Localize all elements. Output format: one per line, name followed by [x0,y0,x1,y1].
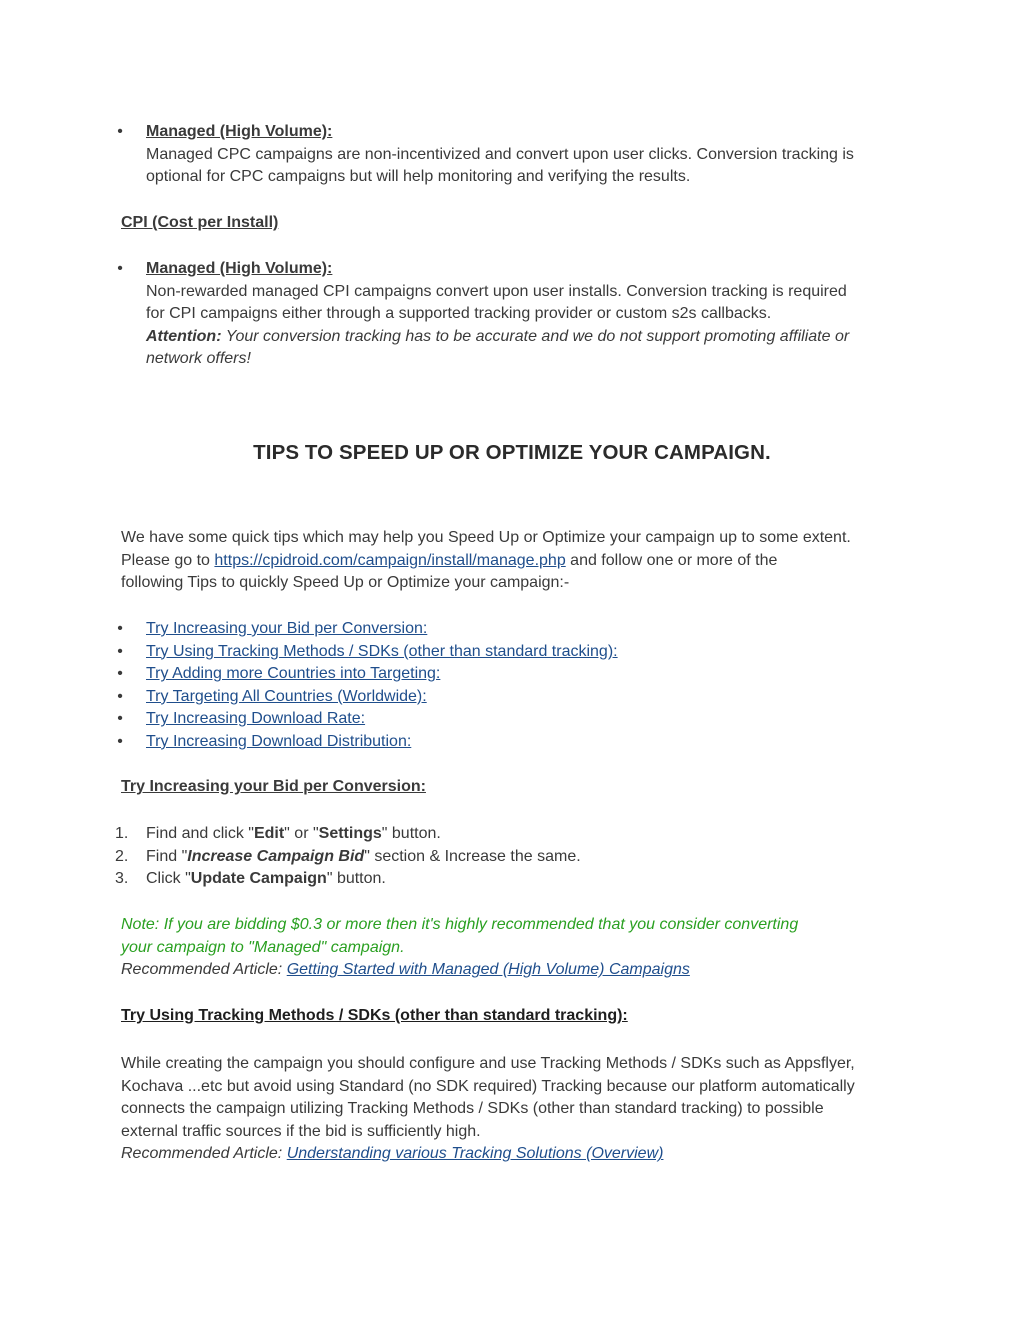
tracking-line: connects the campaign utilizing Tracking Methods / SDKs (other than standard tracking) to possible [121,1100,824,1118]
step-item: Find "Increase Campaign Bid" section & Increase the same. [146,847,581,865]
bullet-icon: • [117,123,123,140]
step-number: 2. [115,847,129,865]
bullet-icon: • [117,687,123,705]
tip-link-bid[interactable]: Try Increasing your Bid per Conversion: [146,620,428,637]
bid-note [121,914,798,982]
cpc-managed-title: Managed (High Volume): [146,123,333,140]
tracking-article-link[interactable]: Understanding various Tracking Solutions (Overview) [286,1145,664,1163]
tracking-line: Kochava ...etc but avoid using Standard (no SDK required) Tracking because our platform automatically [121,1077,855,1095]
cpc-managed-line: optional for CPC campaigns but will help monitoring and verifying the results. [146,168,691,186]
tip-link-worldwide[interactable]: Try Targeting All Countries (Worldwide): [146,687,427,705]
tracking-line: external traffic sources if the bid is sufficiently high. [121,1122,481,1140]
cpc-managed-line: Managed CPC campaigns are non-incentivized and convert upon user clicks. Conversion tracking is [146,145,854,163]
tracking-line: While creating the campaign you should configure and use Tracking Methods / SDKs such as Appsflyer, [121,1055,855,1072]
step-item: Click "Update Campaign" button. [146,870,386,888]
cpi-managed-block [146,258,849,371]
intro-line: following Tips to quickly Speed Up or Optimize your campaign:- [121,574,570,592]
cpi-managed-line: for CPI campaigns either through a supported tracking provider or custom s2s callbacks. [146,305,772,323]
bullet-icon: • [117,733,123,750]
tips-list [146,618,618,754]
cpi-heading: CPI (Cost per Install) [121,214,279,231]
bid-steps-list [146,823,581,891]
tip-link-download-rate[interactable]: Try Increasing Download Rate: [146,710,366,728]
bullet-icon: • [117,260,123,277]
bullet-icon: • [117,710,123,728]
tips-heading: TIPS TO SPEED UP OR OPTIMIZE YOUR CAMPAIGN. [253,441,771,464]
tip-link-countries[interactable]: Try Adding more Countries into Targeting: [146,665,441,683]
tracking-paragraph [121,1053,855,1166]
bullet-icon: • [117,620,123,637]
note-line: Note: If you are bidding $0.3 or more then it's highly recommended that you consider converting [121,916,799,933]
tracking-section-heading: Try Using Tracking Methods / SDKs (other than standard tracking): [121,1007,628,1024]
bullet-icon: • [117,642,123,660]
recommended-label: Recommended Article: [121,961,287,979]
manage-campaign-link[interactable]: https://cpidroid.com/campaign/install/manage.php [214,551,566,569]
attention-label: Attention: [146,327,222,345]
tip-link-download-distribution[interactable]: Try Increasing Download Distribution: [146,732,412,750]
step-number: 3. [115,870,129,888]
cpi-managed-line: Non-rewarded managed CPI campaigns convert upon user installs. Conversion tracking is required [146,282,847,300]
note-line: your campaign to "Managed" campaign. [121,938,405,956]
step-item: Find and click "Edit" or "Settings" button. [146,825,441,842]
recommended-label: Recommended Article: [121,1145,287,1163]
tip-link-tracking[interactable]: Try Using Tracking Methods / SDKs (other than standard tracking): [146,642,618,660]
managed-article-link[interactable]: Getting Started with Managed (High Volume) Campaigns [286,961,690,979]
bullet-icon: • [117,665,123,683]
intro-text: and follow one or more of the [565,551,778,569]
attention-text: Your conversion tracking has to be accurate and we do not support promoting affiliate or [221,327,850,345]
intro-paragraph [121,527,851,595]
intro-text: Please go to [121,551,215,569]
cpc-managed-block [146,121,854,189]
bid-section-heading: Try Increasing your Bid per Conversion: [121,778,426,795]
step-number: 1. [115,825,129,842]
attention-text: network offers! [146,350,251,368]
cpi-managed-title: Managed (High Volume): [146,260,333,277]
intro-line: We have some quick tips which may help you Speed Up or Optimize your campaign up to some extent. [121,529,851,546]
